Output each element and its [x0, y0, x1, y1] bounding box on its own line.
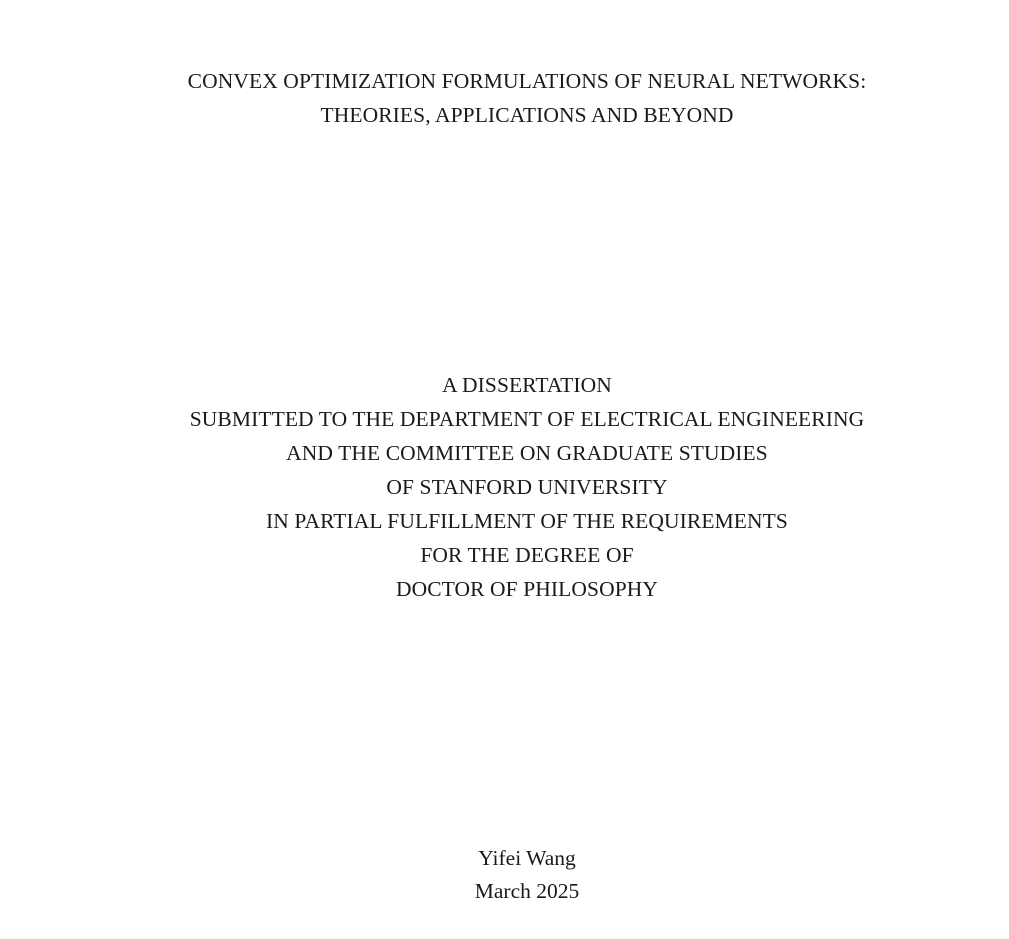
author-info — [0, 842, 1009, 908]
statement-line-6: FOR THE DEGREE OF — [420, 543, 634, 567]
submission-statement — [0, 368, 1009, 606]
statement-line-5: IN PARTIAL FULFILLMENT OF THE REQUIREMENTS — [266, 509, 788, 533]
statement-line-1: A DISSERTATION — [442, 373, 612, 397]
author-name: Yifei Wang — [478, 846, 576, 870]
dissertation-title — [0, 64, 1009, 132]
statement-line-4: OF STANFORD UNIVERSITY — [386, 475, 668, 499]
title-line-2: THEORIES, APPLICATIONS AND BEYOND — [320, 103, 734, 127]
statement-line-2: SUBMITTED TO THE DEPARTMENT OF ELECTRICAL ENGINEERING — [189, 407, 865, 431]
title-line-1: CONVEX OPTIMIZATION FORMULATIONS OF NEURAL NETWORKS: — [187, 69, 867, 93]
statement-line-3: AND THE COMMITTEE ON GRADUATE STUDIES — [286, 441, 768, 465]
statement-line-7: DOCTOR OF PHILOSOPHY — [395, 577, 659, 601]
submission-date: March 2025 — [474, 879, 580, 903]
